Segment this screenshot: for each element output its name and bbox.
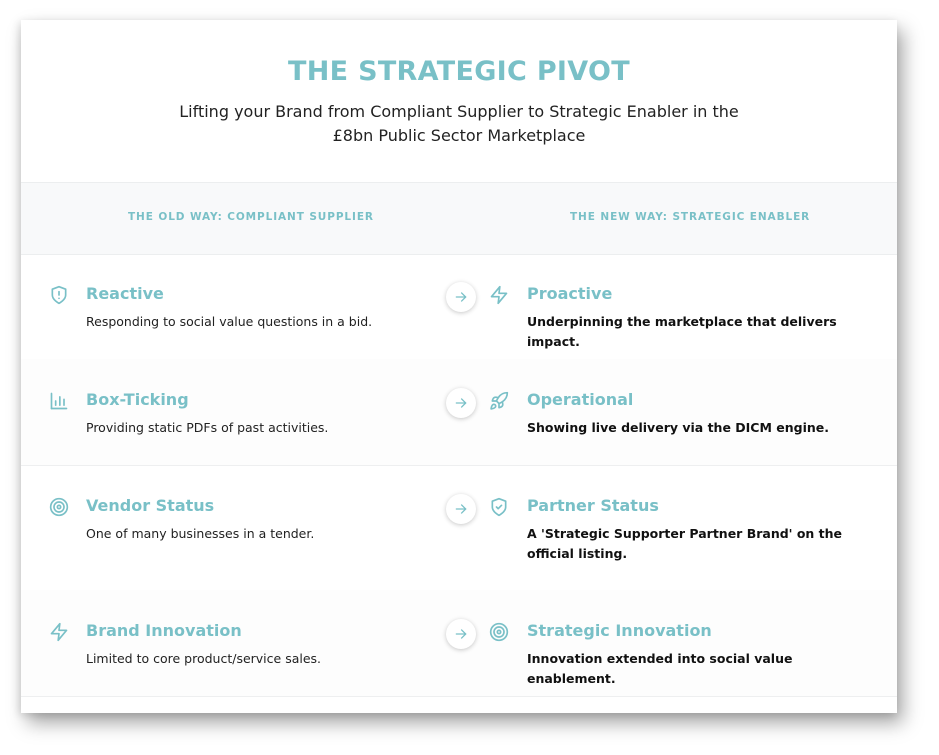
column-headers (21, 182, 897, 255)
target-icon (489, 622, 509, 642)
old-item-description: Limited to core product/service sales. (86, 651, 322, 666)
new-item-title: Strategic Innovation (527, 621, 712, 640)
target-icon (49, 497, 69, 517)
arrow-right-icon (446, 619, 476, 649)
old-item-description: One of many businesses in a tender. (86, 526, 315, 541)
new-item-description: Showing live delivery via the DICM engine. (527, 420, 830, 435)
comparison-row (21, 590, 897, 697)
comparison-row (21, 465, 897, 591)
old-item-title: Box-Ticking (86, 390, 189, 409)
lightning-icon (49, 622, 69, 642)
arrow-right-icon (446, 494, 476, 524)
comparison-row (21, 359, 897, 466)
new-item-title: Operational (527, 390, 634, 409)
page-subtitle: Lifting your Brand from Compliant Supplier to Strategic Enabler in the £8bn Public Sector Marketplace (179, 102, 739, 145)
shield-alert-icon (49, 285, 69, 305)
old-item-description: Providing static PDFs of past activities. (86, 420, 329, 435)
new-item-title: Partner Status (527, 496, 659, 515)
strategic-pivot-card (21, 20, 897, 713)
rocket-icon (489, 391, 509, 411)
new-item-description: A 'Strategic Supporter Partner Brand' on the official listing. (527, 526, 843, 561)
comparison-row (21, 253, 897, 360)
bar-chart-icon (49, 391, 69, 411)
new-item-title: Proactive (527, 284, 613, 303)
arrow-right-icon (446, 282, 476, 312)
old-item-title: Vendor Status (86, 496, 215, 515)
arrow-right-icon (446, 388, 476, 418)
new-item-description: Innovation extended into social value enablement. (527, 651, 793, 686)
header (21, 20, 897, 182)
page-title: THE STRATEGIC PIVOT (288, 56, 630, 87)
old-item-title: Reactive (86, 284, 164, 303)
old-way-heading: THE OLD WAY: COMPLIANT SUPPLIER (128, 211, 374, 223)
shield-check-icon (489, 497, 509, 517)
new-item-description: Underpinning the marketplace that delivers impact. (527, 314, 837, 349)
lightning-icon (489, 285, 509, 305)
old-item-description: Responding to social value questions in a bid. (86, 314, 373, 329)
new-way-heading: THE NEW WAY: STRATEGIC ENABLER (570, 211, 811, 223)
old-item-title: Brand Innovation (86, 621, 242, 640)
